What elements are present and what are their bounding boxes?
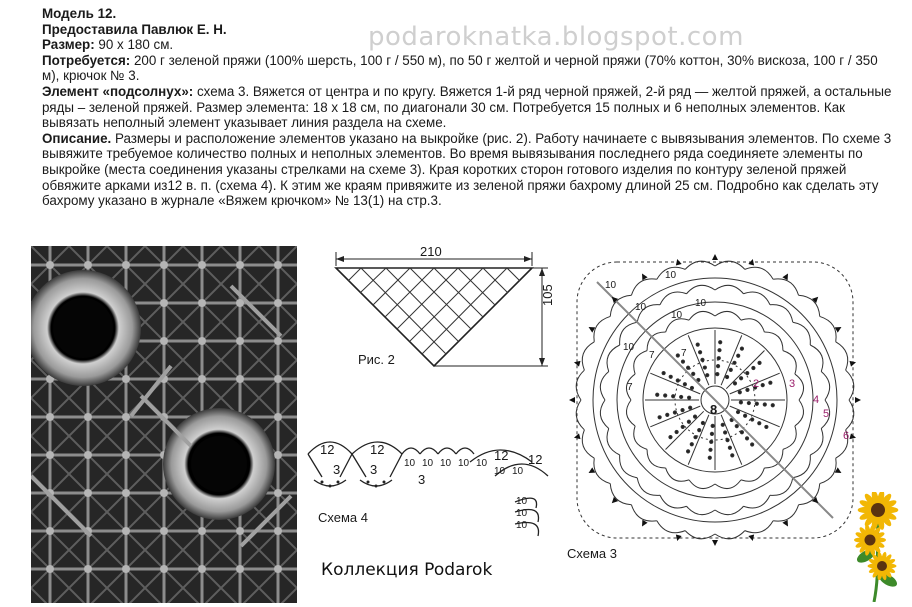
scheme3-arc-7-2: 7	[681, 348, 687, 359]
scheme3-arc-7-3: 7	[627, 382, 633, 393]
scheme3-arc-10-5: 10	[623, 342, 635, 353]
sunflower-diagram	[565, 250, 865, 561]
sunflower-svg	[565, 250, 865, 550]
pattern-height-label: 105	[540, 284, 555, 306]
scheme3-row-3: 3	[789, 378, 796, 390]
description-value: Размеры и расположение элементов указано на выкройке (рис. 2). Работу начинаете с вывязывания элементов. По схеме 3 вывяжите требуемое количество полных и неполных элементов. Во время вывязывания последнего ряда соединяете элементы по выкройке (места соединения указаны стрелками на схеме 3). Края коротких сторон готового изделия по контуру зеленой пряжей обвяжите арками из12 в. п. (схема 4). К этим же краям привяжите из зеленой пряжи бахрому длиной 25 см. Подробно как сделать эту бахрому указано в журнале «Вяжем крючком» № 13(1) на стр.3.	[42, 130, 892, 209]
element-paragraph	[42, 84, 892, 131]
edging-three-3: 3	[418, 472, 426, 487]
scheme3-arc-10-4: 10	[671, 310, 683, 321]
sunflower-icon	[848, 492, 908, 602]
edging-three-1: 3	[333, 462, 341, 477]
scheme3-arc-10-1: 10	[665, 270, 677, 281]
pattern-width-label: 210	[420, 244, 442, 259]
edging-arc-10-1: 10	[404, 458, 416, 469]
edging-arc-12-4: 12	[528, 452, 543, 467]
pattern-diagram	[318, 246, 558, 381]
description-label: Описание.	[42, 130, 112, 146]
edging-arc-down-3: 10	[516, 520, 528, 531]
needs-label: Потребуется:	[42, 52, 131, 68]
model-title: Модель 12.	[42, 6, 117, 21]
edging-arc-10-4: 10	[458, 458, 470, 469]
edging-arc-10-2: 10	[422, 458, 434, 469]
needs-paragraph	[42, 53, 892, 84]
scheme3-row-6: 6	[843, 430, 850, 442]
edging-arc-12-3: 12	[494, 448, 509, 463]
scheme3-row-4: 4	[813, 394, 820, 406]
pattern-caption: Рис. 2	[358, 352, 395, 367]
size-label: Размер:	[42, 37, 95, 53]
edging-arc-12-1: 12	[320, 442, 335, 457]
element-label: Элемент «подсолнух»:	[42, 83, 194, 99]
element-value: схема 3. Вяжется от центра и по кругу. Вяжется 1-й ряд черной пряжей, 2-й ряд — желтой пряжей, а остальные ряды – зеленой пряжей. Размер элемента: 18 х 18 см, по диагонали 30 см. Потребуется 15 полных и 6 неполных элементов. Как вывязать неполный элемент указывает линия раздела на схеме.	[42, 83, 892, 131]
scheme3-center-label: 8	[710, 402, 718, 417]
edging-arc-10-6: 10	[494, 466, 506, 477]
edging-arc-10-3: 10	[440, 458, 452, 469]
scheme3-arc-7-1: 7	[649, 350, 655, 361]
scheme3-row-2: 2	[753, 378, 760, 390]
edging-arc-10-5: 10	[476, 458, 488, 469]
scheme3-arc-10-2: 10	[695, 298, 707, 309]
edging-diagram	[300, 432, 560, 547]
edging-three-2: 3	[370, 462, 378, 477]
edging-arc-down-2: 10	[516, 508, 528, 519]
needs-value: 200 г зеленой пряжи (100% шерсть, 100 г / 550 м), по 50 г желтой и черной пряжи (70% коттон, 30% вискоза, 100 г / 350 м), крючок № 3.	[42, 52, 878, 84]
scheme3-row-5: 5	[823, 408, 830, 420]
author-line: Предоставила Павлюк Е. Н.	[42, 21, 227, 37]
scheme3-arc-10-6: 10	[605, 280, 617, 291]
pattern-svg	[318, 246, 558, 376]
collection-caption: Коллекция Podarok	[321, 560, 493, 580]
edging-arc-12-2: 12	[370, 442, 385, 457]
photo-sunflower-2	[163, 408, 275, 520]
sunflower-decoration	[848, 492, 908, 607]
fabric-photo	[31, 246, 297, 603]
edging-arc-down-1: 10	[516, 496, 528, 507]
edging-arc-10-7: 10	[512, 466, 524, 477]
edging-caption: Схема 4	[318, 510, 368, 525]
size-value: 90 х 180 см.	[94, 37, 174, 53]
description-paragraph	[42, 131, 892, 209]
fabric-photo-image	[31, 246, 297, 603]
scheme3-arc-10-3: 10	[635, 302, 647, 313]
watermark: podaroknatka.blogspot.com	[368, 22, 744, 52]
scheme3-caption: Схема 3	[567, 546, 617, 561]
